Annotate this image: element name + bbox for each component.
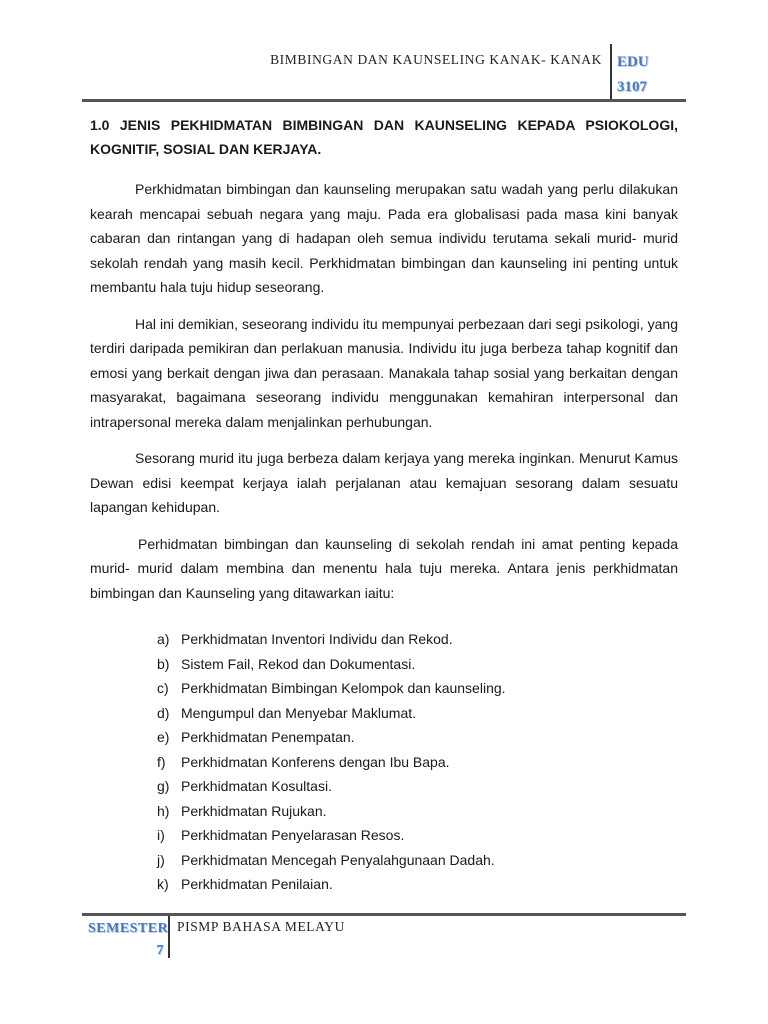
list-item bbox=[157, 799, 678, 824]
list-item-marker: k) bbox=[157, 876, 169, 892]
paragraph-1: Perkhidmatan bimbingan dan kaunseling merupakan satu wadah yang perlu dilakukan kearah mencapai sebuah negara yang maju. Pada era globalisasi pada masa kini banyak cabaran dan rintangan yang di hadapan oleh semua individu terutama sekali murid- murid sekolah rendah yang masih kecil. Perkhidmatan bimbingan dan kaunseling ini penting untuk membantu hala tuju hidup seseorang. bbox=[90, 181, 678, 295]
course-code bbox=[617, 50, 677, 100]
paragraph-3: Sesorang murid itu juga berbeza dalam kerjaya yang mereka inginkan. Menurut Kamus Dewan edisi keempat kerjaya ialah perjalanan atau kemajuan sesorang dalam sesuatu lapangan kehidupan. bbox=[90, 450, 678, 515]
list-item bbox=[157, 627, 678, 652]
list-item-marker: g) bbox=[157, 778, 170, 794]
header-rule bbox=[82, 99, 686, 102]
list-item-text: Perkhidmatan Penyelarasan Resos. bbox=[181, 827, 405, 843]
list-item-text: Perkhidmatan Penilaian. bbox=[181, 876, 333, 892]
services-list bbox=[90, 627, 678, 897]
list-item-marker: i) bbox=[157, 827, 165, 843]
list-item-text: Sistem Fail, Rekod dan Dokumentasi. bbox=[181, 655, 416, 672]
page-body bbox=[90, 113, 678, 897]
list-item-marker: c) bbox=[157, 680, 169, 696]
list-item bbox=[157, 848, 678, 873]
list-item bbox=[157, 750, 678, 775]
paragraph-2: Hal ini demikian, seseorang individu itu mempunyai perbezaan dari segi psikologi, yang terdiri daripada pemikiran dan perlakuan manusia. Individu itu juga berbeza tahap kognitif dan emosi yang berkait dengan jiwa dan perasaan. Manakala tahap sosial yang berkaitan dengan masyarakat, bagaimana seseorang individu menggunakan kemahiran interpersonal dan intrapersonal mereka dalam menjalinkan perhubungan. bbox=[90, 315, 678, 430]
list-item bbox=[157, 872, 678, 897]
section-heading: 1.0 JENIS PEKHIDMATAN BIMBINGAN DAN KAUNSELING KEPADA PSIOKOLOGI, KOGNITIF, SOSIAL DAN KERJAYA. bbox=[90, 117, 678, 157]
list-item-text: Perkhidmatan Rujukan. bbox=[181, 802, 327, 819]
list-item bbox=[157, 652, 678, 677]
list-item-text: Perkhidmatan Inventori Individu dan Rekod. bbox=[181, 631, 453, 647]
program-name: PISMP BAHASA MELAYU bbox=[177, 919, 345, 934]
course-code-line-2: 3107 bbox=[617, 79, 647, 95]
list-item-text: Perkhidmatan Bimbingan Kelompok dan kaunseling. bbox=[181, 680, 506, 696]
list-item-text: Perkhidmatan Penempatan. bbox=[181, 729, 355, 745]
footer-divider bbox=[168, 916, 170, 958]
running-header-title: BIMBINGAN DAN KAUNSELING KANAK- KANAK bbox=[270, 52, 602, 67]
list-item-marker: j) bbox=[157, 851, 165, 868]
list-item-text: Perkhidmatan Kosultasi. bbox=[181, 778, 332, 794]
list-item-marker: e) bbox=[157, 729, 170, 745]
list-item bbox=[157, 823, 678, 848]
list-item bbox=[157, 774, 678, 799]
list-item bbox=[157, 701, 678, 726]
semester-label-line-1: SEMESTER bbox=[88, 921, 169, 936]
list-item-text: Perkhidmatan Konferens dengan Ibu Bapa. bbox=[181, 753, 450, 770]
list-item-text: Perkhidmatan Mencegah Penyalahgunaan Dadah. bbox=[181, 851, 495, 868]
list-item-marker: b) bbox=[157, 655, 170, 672]
list-item-marker: a) bbox=[157, 631, 170, 647]
list-item-marker: h) bbox=[157, 802, 170, 819]
list-item-marker: d) bbox=[157, 704, 170, 721]
list-item bbox=[157, 676, 678, 701]
footer-rule bbox=[82, 913, 686, 916]
course-code-line-1: EDU bbox=[617, 54, 649, 70]
list-item-marker: f) bbox=[157, 753, 166, 770]
list-item-text: Mengumpul dan Menyebar Maklumat. bbox=[181, 704, 417, 721]
header-divider bbox=[610, 44, 612, 100]
semester-number: 7 bbox=[156, 943, 164, 958]
list-item bbox=[157, 725, 678, 750]
paragraph-4: Perhidmatan bimbingan dan kaunseling di sekolah rendah ini amat penting kepada murid- murid dalam membina dan menentu hala tuju mereka. Antara jenis perkhidmatan bimbingan dan Kaunseling yang ditawarkan iaitu: bbox=[90, 535, 678, 601]
semester-label bbox=[88, 918, 169, 962]
